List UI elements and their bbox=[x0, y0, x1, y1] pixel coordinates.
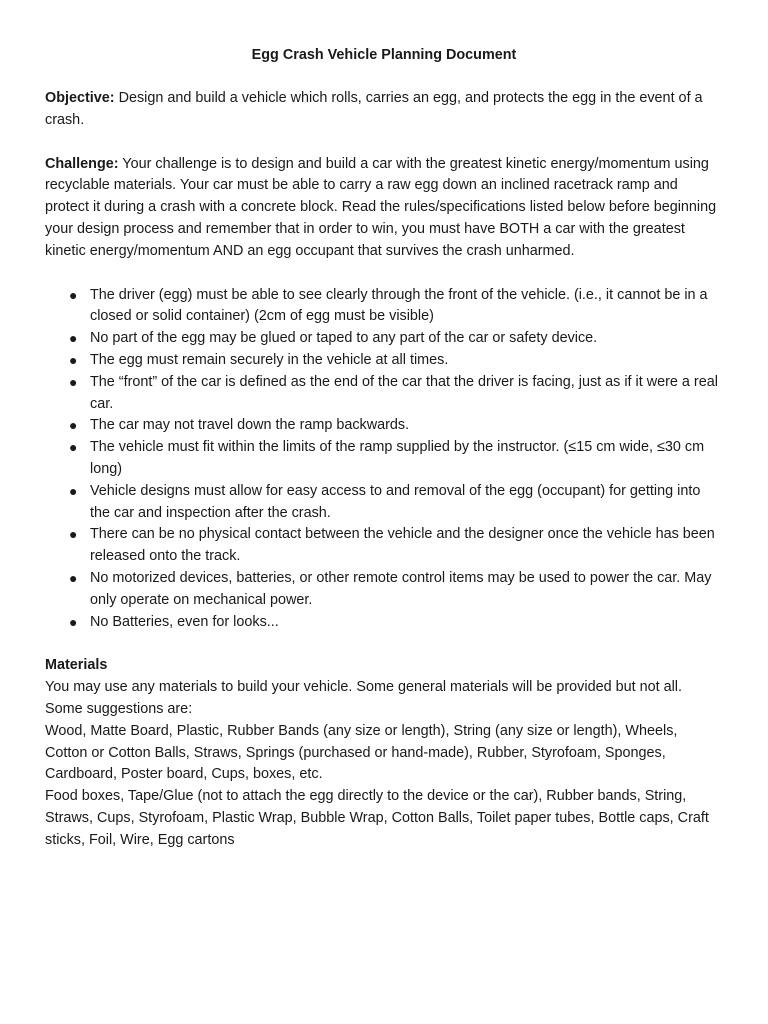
rule-item bbox=[45, 372, 723, 416]
materials-list-one: Wood, Matte Board, Plastic, Rubber Bands (any size or length), String (any size or length), Wheels, Cotton or Cotton Balls, Straws, Springs (purchased or hand-made), Rubber, Styrofoam, Sponges, Cardboard, Poster board, Cups, boxes, etc. bbox=[45, 722, 678, 783]
objective-paragraph bbox=[45, 88, 723, 132]
materials-heading: Materials bbox=[45, 657, 108, 674]
bullet-icon: ● bbox=[69, 373, 78, 390]
bullet-icon: ● bbox=[69, 330, 78, 347]
objective-label: Objective: bbox=[45, 90, 115, 106]
rules-list bbox=[45, 285, 723, 634]
bullet-icon: ● bbox=[69, 482, 78, 499]
rule-item bbox=[45, 350, 723, 372]
rule-text: No motorized devices, batteries, or other remote control items may be used to power the car. May only operate on mechanical power. bbox=[90, 569, 712, 608]
materials-suggestions-label: Some suggestions are: bbox=[45, 700, 193, 717]
bullet-icon: ● bbox=[69, 613, 78, 630]
rule-item bbox=[45, 481, 723, 525]
materials-list-two: Food boxes, Tape/Glue (not to attach the egg directly to the device or the car), Rubber bands, String, Straws, Cups, Styrofoam, Plastic Wrap, Bubble Wrap, Cotton Balls, Toilet paper tubes, Bottle caps, Craft sticks, Foil, Wire, Egg cartons bbox=[45, 788, 709, 848]
bullet-icon: ● bbox=[69, 439, 78, 456]
rule-text: The egg must remain securely in the vehicle at all times. bbox=[90, 351, 449, 368]
rule-text: There can be no physical contact between the vehicle and the designer once the vehicle has been released onto the track. bbox=[90, 526, 715, 565]
bullet-icon: ● bbox=[69, 569, 78, 586]
rule-item bbox=[45, 437, 723, 481]
bullet-icon: ● bbox=[69, 417, 78, 434]
rule-item bbox=[45, 524, 723, 568]
bullet-icon: ● bbox=[69, 351, 78, 368]
challenge-text: Your challenge is to design and build a car with the greatest kinetic energy/momentum using recyclable materials. Your car must be able to carry a raw egg down an inclined racetrack ramp and protect it during a crash with a concrete block. Read the rules/specifications listed below before beginning your design process and remember that in order to win, you must have BOTH a car with the greatest kinetic energy/momentum AND an egg occupant that survives the crash unharmed. bbox=[45, 155, 717, 259]
objective-text: Design and build a vehicle which rolls, carries an egg, and protects the egg in the event of a crash. bbox=[45, 90, 703, 128]
bullet-icon: ● bbox=[69, 526, 78, 543]
rule-text: The driver (egg) must be able to see clearly through the front of the vehicle. (i.e., it cannot be in a closed or solid container) (2cm of egg must be visible) bbox=[90, 286, 708, 325]
rule-item bbox=[45, 285, 723, 329]
document-title: Egg Crash Vehicle Planning Document bbox=[251, 47, 517, 63]
rule-item bbox=[45, 328, 723, 350]
rule-text: No part of the egg may be glued or taped to any part of the car or safety device. bbox=[90, 330, 598, 347]
challenge-paragraph bbox=[45, 154, 723, 263]
rule-item bbox=[45, 415, 723, 437]
materials-intro: You may use any materials to build your vehicle. Some general materials will be provided but not all. bbox=[45, 679, 682, 696]
rule-text: The car may not travel down the ramp backwards. bbox=[90, 417, 410, 434]
rule-text: The vehicle must fit within the limits of the ramp supplied by the instructor. (≤15 cm wide, ≤30 cm long) bbox=[90, 439, 705, 477]
bullet-icon: ● bbox=[69, 286, 78, 303]
challenge-label: Challenge: bbox=[45, 155, 119, 172]
rule-item bbox=[45, 568, 723, 612]
rule-item bbox=[45, 612, 723, 634]
rule-text: No Batteries, even for looks... bbox=[90, 613, 279, 630]
rule-text: Vehicle designs must allow for easy access to and removal of the egg (occupant) for getting into the car and inspection after the crash. bbox=[90, 482, 701, 521]
rule-text: The “front” of the car is defined as the end of the car that the driver is facing, just as if it were a real car. bbox=[90, 373, 718, 412]
